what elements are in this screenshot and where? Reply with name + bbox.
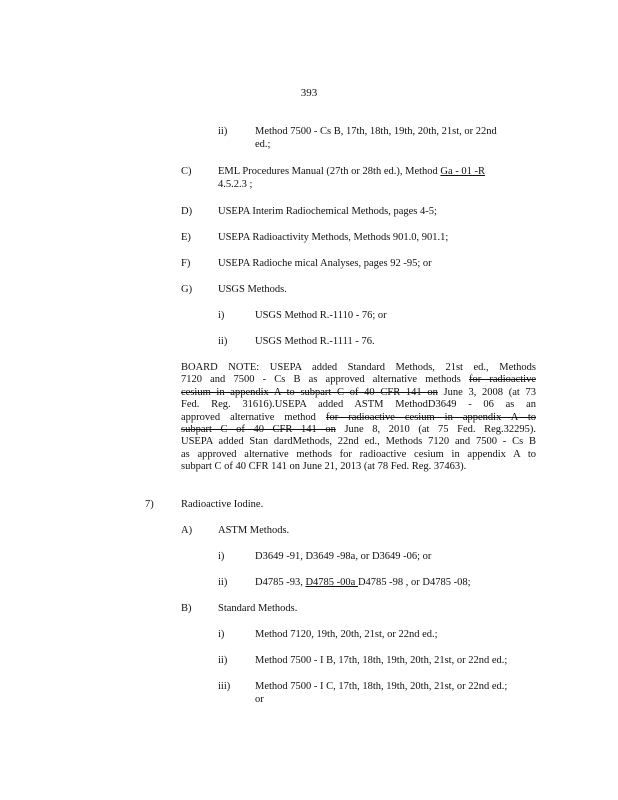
struck-text: for radioactive: [468, 374, 537, 386]
item-label: G): [181, 284, 193, 295]
item-text: USGS Method R.-1110 - 76; or: [255, 310, 387, 321]
item-text: Method 7500 - Cs B, 17th, 18th, 19th, 20th, 21st, or 22nd: [255, 126, 497, 137]
board-note-line: Fed. Reg. 31616).USEPA added ASTM MethodD3649 - 06 as an: [181, 399, 536, 411]
board-note-line: approved alternative method for radioactive cesium in appendix A to: [181, 411, 536, 423]
item-text: EML Procedures Manual (27th or 28th ed.), Method Ga - 01 -R: [218, 166, 486, 177]
board-note-line: subpart C of 40 CFR 141 on June 21, 2013 (at 78 Fed. Reg. 37463).: [181, 461, 467, 473]
item-text: Method 7500 - I C, 17th, 18th, 19th, 20th, 21st, or 22nd ed.;: [255, 681, 508, 692]
item-label: iii): [218, 681, 231, 692]
item-text: Method 7120, 19th, 20th, 21st, or 22nd ed.;: [255, 629, 438, 640]
item-label: E): [181, 232, 191, 243]
item-text: USEPA Radioche mical Analyses, pages 92 -95; or: [218, 258, 432, 269]
struck-text: subpart C of 40 CFR 141 on: [181, 424, 336, 436]
item-label: ii): [218, 655, 228, 666]
underlined-insertion: D4785 -00a: [305, 577, 358, 588]
board-note: [181, 362, 536, 474]
item-text: D3649 -91, D3649 -98a, or D3649 -06; or: [255, 551, 432, 562]
board-note-line: 7120 and 7500 - Cs B as approved alternative methods for radioactive: [181, 374, 537, 386]
item-text: ASTM Methods.: [218, 525, 290, 536]
item-label: ii): [218, 577, 228, 588]
item-label: ii): [218, 126, 228, 137]
item-text: USEPA Interim Radiochemical Methods, pages 4-5;: [218, 206, 437, 217]
item-text: USGS Method R.-1111 - 76.: [255, 336, 375, 347]
item-label: i): [218, 629, 225, 640]
board-note-line: as approved alternative methods for radioactive cesium in appendix A to: [181, 448, 536, 460]
section-title: Radioactive Iodine.: [181, 499, 264, 510]
struck-text: for radioactive cesium in appendix A to: [325, 411, 536, 423]
board-note-line: BOARD NOTE: USEPA added Standard Methods, 21st ed., Methods: [181, 362, 536, 373]
section-label: 7): [145, 499, 154, 510]
underlined-insertion: Ga - 01 -R: [440, 166, 486, 177]
item-text: Standard Methods.: [218, 603, 298, 614]
item-label: i): [218, 551, 225, 562]
item-text: Method 7500 - I B, 17th, 18th, 19th, 20th, 21st, or 22nd ed.;: [255, 655, 508, 666]
item-label: F): [181, 258, 191, 269]
board-note-line: subpart C of 40 CFR 141 on June 8, 2010 (at 75 Fed. Reg.32295).: [181, 424, 536, 436]
item-text-continuation: ed.;: [255, 139, 271, 150]
item-label: i): [218, 310, 225, 321]
item-text-continuation: or: [255, 694, 264, 705]
board-note-line: cesium in appendix A to subpart C of 40 CFR 141 on June 3, 2008 (at 73: [181, 386, 536, 398]
item-label: A): [181, 525, 193, 536]
item-label: B): [181, 603, 192, 614]
page-number: 393: [300, 87, 318, 99]
item-label: ii): [218, 336, 228, 347]
board-note-line: USEPA added Stan dardMethods, 22nd ed., Methods 7120 and 7500 - Cs B: [181, 436, 536, 448]
item-text: USEPA Radioactivity Methods, Methods 901.0, 901.1;: [218, 232, 449, 243]
struck-text: cesium in appendix A to subpart C of 40 CFR 141 on: [181, 386, 438, 398]
item-text: D4785 -93, D4785 -00a D4785 -98 , or D4785 -08;: [255, 577, 471, 588]
item-text-continuation: 4.5.2.3 ;: [218, 179, 253, 190]
item-text: USGS Methods.: [218, 284, 287, 295]
item-label: D): [181, 206, 193, 217]
item-label: C): [181, 166, 192, 177]
